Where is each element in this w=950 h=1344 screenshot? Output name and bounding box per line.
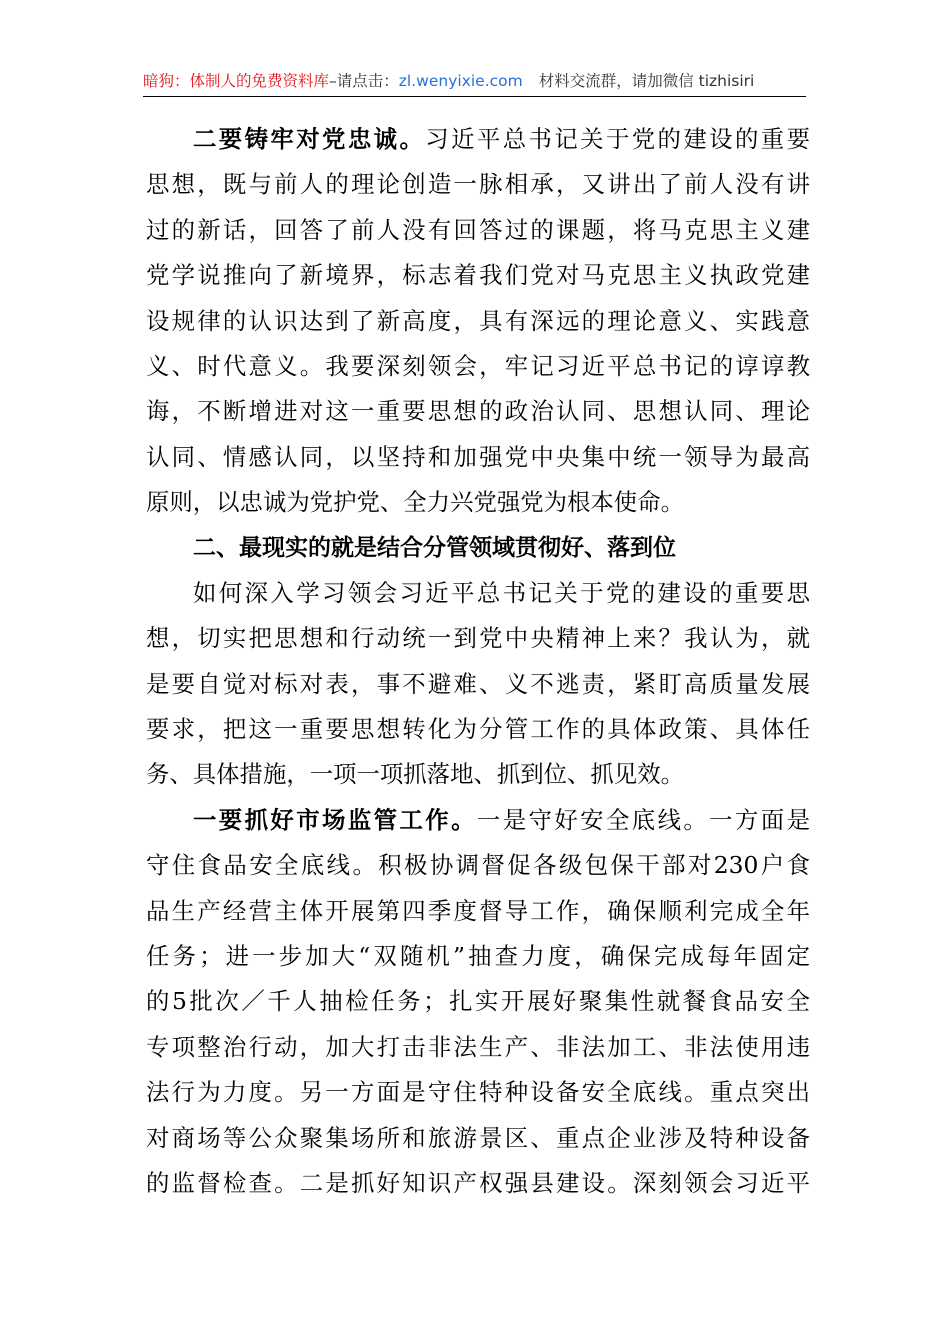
paragraph-line: 义、时代意义。我要深刻领会，牢记习近平总书记的谆谆教 xyxy=(146,351,810,380)
paragraph-line: 认同、情感认同，以坚持和加强党中央集中统一领导为最高 xyxy=(146,442,810,471)
paragraph-line: 要求，把这一重要思想转化为分管工作的具体政策、具体任 xyxy=(146,715,810,744)
paragraph-text: 习近平总书记关于党的建设的重要 xyxy=(425,125,810,153)
paragraph-line: 品生产经营主体开展第四季度督导工作，确保顺利完成全年 xyxy=(146,896,810,925)
paragraph-line: 法行为力度。另一方面是守住特种设备安全底线。重点突出 xyxy=(146,1078,810,1107)
paragraph-line: 守住食品安全底线。积极协调督促各级包保干部对230户食 xyxy=(146,851,810,880)
header-brand: 暗狗：体制人的免费资料库 xyxy=(143,72,330,90)
page-header xyxy=(143,66,806,97)
paragraph-line: 过的新话，回答了前人没有回答过的课题，将马克思主义建 xyxy=(146,215,810,244)
paragraph-line: 务、具体措施，一项一项抓落地、抓到位、抓见效。 xyxy=(146,760,684,789)
paragraph-line: 对商场等公众聚集场所和旅游景区、重点企业涉及特种设备 xyxy=(146,1123,810,1152)
paragraph-line: 党学说推向了新境界，标志着我们党对马克思主义执政党建 xyxy=(146,261,810,290)
paragraph-line: 如何深入学习领会习近平总书记关于党的建设的重要思 xyxy=(193,578,810,607)
paragraph-line xyxy=(146,117,810,162)
header-group-info: 材料交流群，请加微信 tizhisiri xyxy=(538,72,755,90)
paragraph-line: 原则，以忠诚为党护党、全力兴党强党为根本使命。 xyxy=(146,488,684,517)
paragraph-line: 专项整治行动，加大打击非法生产、非法加工、非法使用违 xyxy=(146,1032,810,1061)
header-prompt: –请点击： xyxy=(329,72,399,90)
paragraph-line xyxy=(146,798,810,843)
paragraph-line: 诲，不断增进对这一重要思想的政治认同、思想认同、理论 xyxy=(146,397,810,426)
paragraph-lead: 一要抓好市场监管工作。 xyxy=(193,805,477,834)
paragraph-text: 一是守好安全底线。一方面是 xyxy=(476,805,811,834)
paragraph-line: 思想，既与前人的理论创造一脉相承，又讲出了前人没有讲 xyxy=(146,170,810,199)
paragraph-line: 的监督检查。二是抓好知识产权强县建设。深刻领会习近平 xyxy=(146,1168,810,1197)
paragraph-line: 是要自觉对标对表，事不避难、义不逃责，紧盯高质量发展 xyxy=(146,669,810,698)
paragraph-line: 任务；进一步加大“双随机”抽查力度，确保完成每年固定 xyxy=(146,942,810,971)
header-url-link[interactable]: zl.wenyixie.com xyxy=(398,72,523,90)
section-heading: 二、最现实的就是结合分管领域贯彻好、落到位 xyxy=(193,534,676,561)
document-body xyxy=(146,117,810,1206)
paragraph-line: 想，切实把思想和行动统一到党中央精神上来？我认为，就 xyxy=(146,624,810,653)
paragraph-line: 设规律的认识达到了新高度，具有深远的理论意义、实践意 xyxy=(146,306,810,335)
paragraph-line: 的5批次／千人抽检任务；扎实开展好聚集性就餐食品安全 xyxy=(146,987,810,1016)
paragraph-lead: 二要铸牢对党忠诚。 xyxy=(193,125,426,153)
